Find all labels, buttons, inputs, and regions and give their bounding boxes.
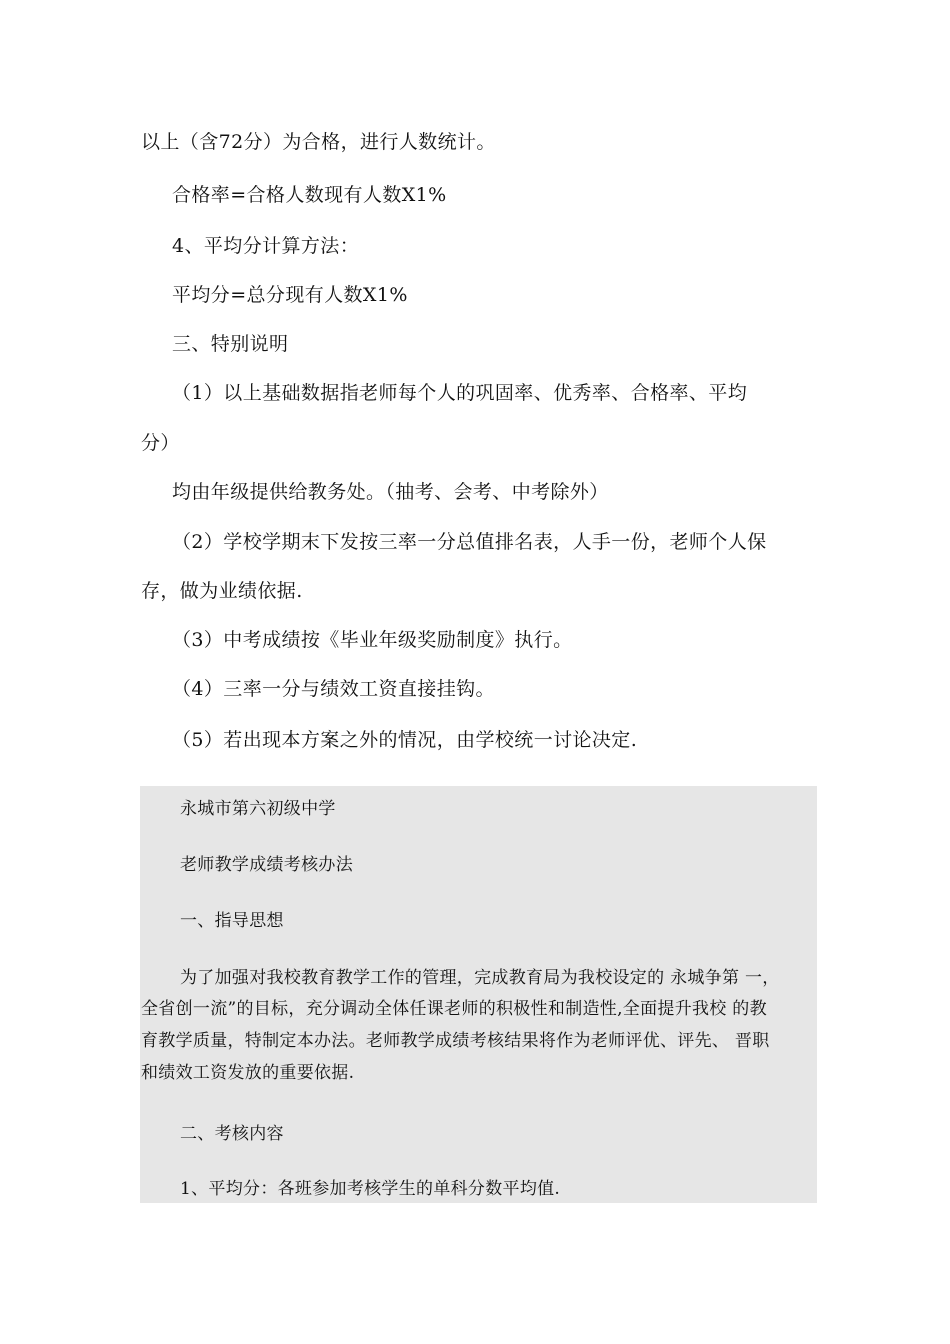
note-3: （3）中考成绩按《毕业年级奖励制度》执行。 xyxy=(172,629,573,651)
paragraph-line-4: 和绩效工资发放的重要依据. xyxy=(141,1063,355,1083)
paragraph-line-2: 全省创一流”的目标，充分调动全体任课老师的积极性和制造性,全面提升我校 的教 xyxy=(141,999,767,1019)
formula-pass-rate: 合格率=合格人数现有人数X1% xyxy=(172,184,447,206)
item-average-score: 1、平均分：各班参加考核学生的单科分数平均值. xyxy=(180,1179,561,1199)
note-1-line-3: 均由年级提供给教务处。（抽考、会考、中考除外） xyxy=(172,481,609,503)
note-1-line-1: （1）以上基础数据指老师每个人的巩固率、优秀率、合格率、平均 xyxy=(172,382,748,404)
note-1-line-2: 分） xyxy=(141,432,180,454)
school-name: 永城市第六初级中学 xyxy=(180,799,336,819)
section-heading-average-method: 4、平均分计算方法： xyxy=(172,235,360,257)
text-line: 以上（含72分）为合格，进行人数统计。 xyxy=(141,131,496,153)
heading-assessment-content: 二、考核内容 xyxy=(180,1124,284,1144)
note-2-line-2: 存，做为业绩依据. xyxy=(141,580,303,602)
doc-title: 老师教学成绩考核办法 xyxy=(180,855,353,875)
note-2-line-1: （2）学校学期末下发按三率一分总值排名表，人手一份，老师个人保 xyxy=(172,531,767,553)
heading-guiding-thought: 一、指导思想 xyxy=(180,911,284,931)
paragraph-line-3: 育教学质量，特制定本办法。老师教学成绩考核结果将作为老师评优、评先、 晋职 xyxy=(141,1031,770,1051)
note-4: （4）三率一分与绩效工资直接挂钩。 xyxy=(172,678,495,700)
note-5: （5）若出现本方案之外的情况，由学校统一讨论决定. xyxy=(172,729,638,751)
formula-average: 平均分=总分现有人数X1% xyxy=(172,284,408,306)
section-heading-special-notes: 三、特别说明 xyxy=(172,333,289,355)
paragraph-line-1: 为了加强对我校教育教学工作的管理，完成教育局为我校设定的 永城争第 一， xyxy=(180,968,780,988)
